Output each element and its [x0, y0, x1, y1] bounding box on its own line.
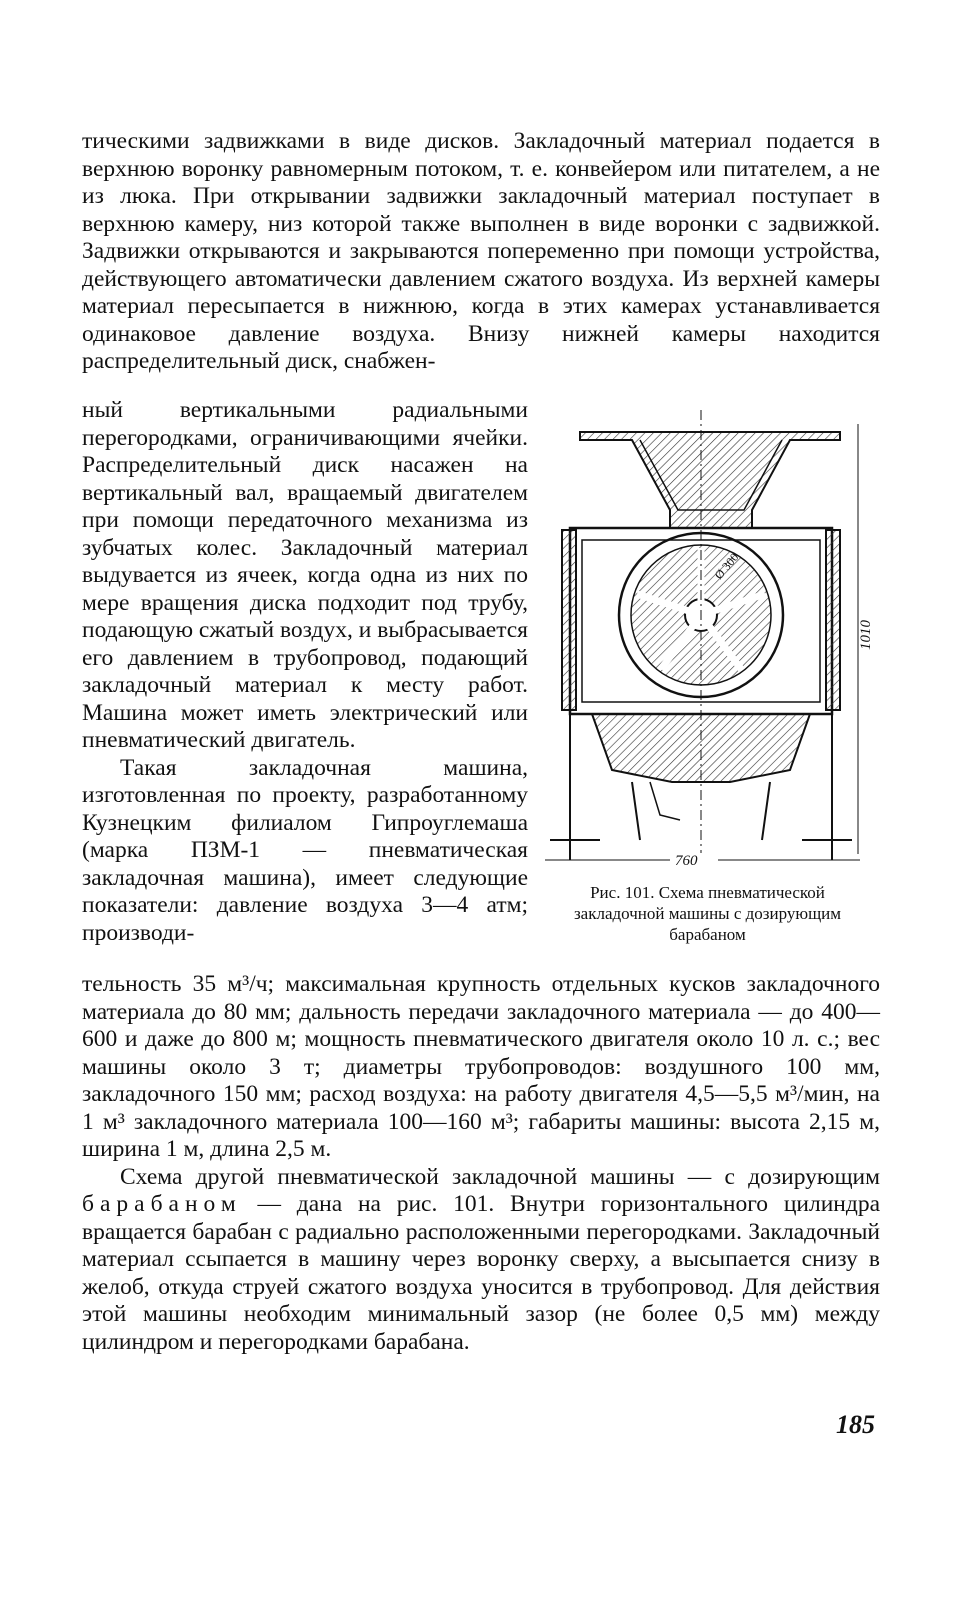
- paragraph-3-start: Схема другой пневматической закладочной машины — с дозирующим: [120, 1163, 880, 1190]
- paragraphs-2-3: [82, 971, 880, 1356]
- paragraph-3: [82, 1164, 880, 1357]
- paragraph-2-continuation: тельность 35 м³/ч; максимальная крупность отдельных кусков закладочного материала до 80 мм; дальность передачи закладочного материала — до 400—600 и даже до 800 м; мощность пневматического двигателя около 10 л. с.; вес машины около 3 т; диаметры трубопроводов: воздушного 100 мм, закладочного 150 мм; расход воздуха: на работу двигателя 4,5—5,5 м³/мин, на 1 м³ закладочного материала 100—160 м³; габариты машины: высота 2,15 м, ширина 1 м, длина 2,5 м.: [82, 971, 880, 1162]
- width-dimension-label: 760: [675, 853, 698, 869]
- paragraph-1: [82, 128, 880, 376]
- drum-dimension-label: Ø 300: [711, 550, 742, 582]
- paragraph-1-text: тическими задвижками в виде дисков. Закладочный материал подается в верхнюю воронку равномерным потоком, т. е. конвейером или питателем, а не из люка. При открывании задвижки закладочный материал поступает в верхнюю камеру, низ которой также выполнен в виде воронки с задвижкой. Задвижки открываются и закрываются попеременно при помощи устройства, действующего автоматически давлением сжатого воздуха. Из верхней камеры материал пересыпается в нижнюю, когда в этих камерах устанавливается одинаковое давление воздуха. Внизу нижней камеры находится распределительный диск, снабжен-: [82, 128, 880, 374]
- paragraph-1-continued-and-2: [82, 397, 528, 947]
- machine-diagram: [540, 410, 880, 880]
- paragraph-2-text: Такая закладочная машина, изготовленная по проекту, разработанному Кузнецким филиалом Гипроуглемаша (марка ПЗМ-1 — пневматическая закладочная машина), имеет следующие показатели: давление воздуха 3—4 атм; производи-: [82, 754, 528, 946]
- figure-caption: Рис. 101. Схема пневматической закладочной машины с дозирующим барабаном: [573, 883, 842, 944]
- hopper-outline: [580, 432, 840, 528]
- page-number: 185: [836, 1410, 875, 1439]
- paragraph-3-end: — дана на рис. 101. Внутри горизонтального цилиндра вращается барабан с радиально расположенными перегородками. Закладочный материал ссыпается в машину через воронку сверху, а высыпается снизу в желоб, откуда струей сжатого воздуха уносится в трубопровод. Для действия этой машины необходим минимальный зазор (не более 0,5 мм) между цилиндром и перегородками барабана.: [82, 1191, 881, 1355]
- height-dimension-label: 1010: [858, 620, 874, 650]
- paragraph-1-continuation: ный вертикальными радиальными перегородками, ограничивающими ячейки. Распределительный диск насажен на вертикальный вал, вращаемый двигателем при помощи передаточного механизма из зубчатых колес. Закладочный материал выдувается из ячеек, когда одна из них по мере вращения диска подходит под трубу, подающую сжатый воздух, и выбрасывается его давлением в трубопровод, подающий закладочный материал к месту работ. Машина может иметь электрический или пневматический двигатель.: [82, 397, 528, 753]
- paragraph-3-spaced-term: барабаном: [82, 1191, 242, 1217]
